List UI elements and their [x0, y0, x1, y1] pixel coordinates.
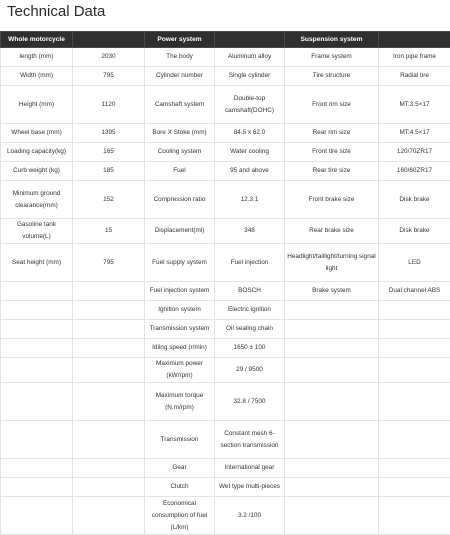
spec-label-cell: Transmission system	[145, 320, 215, 339]
spec-value-cell: 32.8 / 7500	[215, 383, 285, 421]
spec-label-cell	[1, 497, 73, 535]
spec-value-cell	[379, 497, 450, 535]
spec-label-cell	[285, 383, 379, 421]
spec-value-cell: 2030	[73, 48, 145, 67]
spec-label-cell: Headlight/taillight/turning signal light	[285, 244, 379, 282]
spec-value-cell: 120/70ZR17	[379, 143, 450, 162]
spec-label-cell: Frame system	[285, 48, 379, 67]
spec-label-cell	[1, 320, 73, 339]
spec-value-cell	[379, 320, 450, 339]
spec-label-cell	[285, 358, 379, 383]
spec-label-cell: Ignition system	[145, 301, 215, 320]
spec-value-cell: BOSCH	[215, 282, 285, 301]
spec-value-cell: Iron pipe frame	[379, 48, 450, 67]
spec-label-cell: Rear brake size	[285, 219, 379, 244]
spec-label-cell	[285, 301, 379, 320]
table-body	[1, 48, 450, 535]
table-row	[1, 181, 450, 219]
spec-label-cell: Front rim size	[285, 86, 379, 124]
spec-label-cell: Width (mm)	[1, 67, 73, 86]
spec-value-cell	[379, 459, 450, 478]
table-row	[1, 478, 450, 497]
spec-label-cell: Tire structure	[285, 67, 379, 86]
spec-value-cell	[73, 282, 145, 301]
spec-label-cell: Fuel	[145, 162, 215, 181]
spec-label-cell: Front tire size	[285, 143, 379, 162]
spec-label-cell	[285, 497, 379, 535]
spec-value-cell: Aluminum alloy	[215, 48, 285, 67]
spec-value-cell: Single cylinder	[215, 67, 285, 86]
spec-label-cell	[285, 421, 379, 459]
header-suspension-system: Suspension system	[285, 32, 379, 48]
spec-value-cell: 95 and above	[215, 162, 285, 181]
table-row	[1, 339, 450, 358]
spec-label-cell: Compression ratio	[145, 181, 215, 219]
spec-value-cell	[73, 320, 145, 339]
spec-label-cell: Idling speed (r/min)	[145, 339, 215, 358]
spec-label-cell: Curb weight (kg)	[1, 162, 73, 181]
spec-value-cell: 15	[73, 219, 145, 244]
spec-value-cell: 3.2 /100	[215, 497, 285, 535]
spec-value-cell: 1650 ± 100	[215, 339, 285, 358]
spec-value-cell: Disk brake	[379, 219, 450, 244]
spec-value-cell: MT:4.5×17	[379, 124, 450, 143]
spec-label-cell	[1, 301, 73, 320]
spec-label-cell: Cylinder number	[145, 67, 215, 86]
table-row	[1, 67, 450, 86]
spec-value-cell: 84.5 x 62.0	[215, 124, 285, 143]
table-row	[1, 244, 450, 282]
spec-value-cell	[73, 358, 145, 383]
table-row	[1, 497, 450, 535]
table-row	[1, 282, 450, 301]
spec-label-cell: Maximum torque (N.m/rpm)	[145, 383, 215, 421]
spec-value-cell: Radial tire	[379, 67, 450, 86]
spec-value-cell: 185	[73, 162, 145, 181]
spec-value-cell	[73, 383, 145, 421]
table-row	[1, 143, 450, 162]
spec-value-cell: Constant mesh 6-section transmission	[215, 421, 285, 459]
spec-label-cell: Economical consumption of fuel (L/km)	[145, 497, 215, 535]
spec-label-cell	[285, 339, 379, 358]
spec-value-cell	[379, 478, 450, 497]
spec-label-cell: Rear rim size	[285, 124, 379, 143]
spec-value-cell	[379, 358, 450, 383]
spec-label-cell: Minimum ground clearance(mm)	[1, 181, 73, 219]
spec-value-cell: 152	[73, 181, 145, 219]
spec-label-cell: Clutch	[145, 478, 215, 497]
table-row	[1, 358, 450, 383]
spec-value-cell: Oil sealing chain	[215, 320, 285, 339]
spec-value-cell: Dual channel ABS	[379, 282, 450, 301]
spec-label-cell	[285, 478, 379, 497]
spec-value-cell: 165	[73, 143, 145, 162]
spec-label-cell: Cooling system	[145, 143, 215, 162]
spec-label-cell: Wheel base (mm)	[1, 124, 73, 143]
header-whole-motorcycle: Whole motorcycle	[1, 32, 73, 48]
table-row	[1, 459, 450, 478]
spec-label-cell: The body	[145, 48, 215, 67]
spec-value-cell: LED	[379, 244, 450, 282]
table-row	[1, 162, 450, 181]
table-row	[1, 301, 450, 320]
spec-value-cell: 348	[215, 219, 285, 244]
spec-label-cell: Fuel injection system	[145, 282, 215, 301]
spec-label-cell: Gasoline tank volume(L)	[1, 219, 73, 244]
header-power-system: Power system	[145, 32, 215, 48]
table-row	[1, 421, 450, 459]
spec-value-cell	[73, 421, 145, 459]
table-row	[1, 219, 450, 244]
spec-value-cell	[379, 339, 450, 358]
spec-label-cell: length (mm)	[1, 48, 73, 67]
spec-value-cell: 795	[73, 244, 145, 282]
spec-label-cell	[285, 459, 379, 478]
spec-value-cell: MT:3.5×17	[379, 86, 450, 124]
spec-value-cell: 795	[73, 67, 145, 86]
spec-label-cell	[1, 459, 73, 478]
spec-value-cell	[73, 497, 145, 535]
header-blank	[215, 32, 285, 48]
spec-value-cell: 12.3:1	[215, 181, 285, 219]
spec-value-cell: Disk brake	[379, 181, 450, 219]
spec-label-cell: Loading capacity(kg)	[1, 143, 73, 162]
spec-label-cell: Brake system	[285, 282, 379, 301]
header-blank	[73, 32, 145, 48]
spec-value-cell: 160/60ZR17	[379, 162, 450, 181]
spec-label-cell	[285, 320, 379, 339]
table-row	[1, 383, 450, 421]
spec-value-cell: 1120	[73, 86, 145, 124]
spec-label-cell	[1, 421, 73, 459]
header-blank	[379, 32, 450, 48]
spec-label-cell: Seat height (mm)	[1, 244, 73, 282]
spec-label-cell: Displacement(ml)	[145, 219, 215, 244]
spec-label-cell	[1, 282, 73, 301]
spec-label-cell: Rear tire size	[285, 162, 379, 181]
spec-label-cell: Bore X Stoke (mm)	[145, 124, 215, 143]
table-header-row	[1, 32, 450, 48]
spec-label-cell: Gear	[145, 459, 215, 478]
spec-label-cell	[1, 339, 73, 358]
spec-label-cell	[1, 383, 73, 421]
table-row	[1, 320, 450, 339]
spec-label-cell: Front brake size	[285, 181, 379, 219]
spec-label-cell	[1, 358, 73, 383]
spec-value-cell	[73, 301, 145, 320]
table-row	[1, 86, 450, 124]
spec-value-cell	[73, 459, 145, 478]
spec-label-cell: Fuel supply system	[145, 244, 215, 282]
technical-data-table	[0, 31, 450, 535]
spec-value-cell	[379, 301, 450, 320]
spec-label-cell: Height (mm)	[1, 86, 73, 124]
spec-value-cell	[73, 339, 145, 358]
spec-value-cell	[379, 383, 450, 421]
spec-value-cell: Wet type multi-pieces	[215, 478, 285, 497]
table-row	[1, 124, 450, 143]
spec-value-cell: International gear	[215, 459, 285, 478]
spec-label-cell: Camshaft system	[145, 86, 215, 124]
spec-label-cell: Transmission	[145, 421, 215, 459]
spec-value-cell: Electric ignition	[215, 301, 285, 320]
spec-label-cell	[1, 478, 73, 497]
spec-value-cell	[379, 421, 450, 459]
spec-label-cell: Maximum power (kW/rpm)	[145, 358, 215, 383]
spec-value-cell: Double-top camshaft(DOHC)	[215, 86, 285, 124]
spec-value-cell: Fuel injection	[215, 244, 285, 282]
table-row	[1, 48, 450, 67]
spec-value-cell	[73, 478, 145, 497]
spec-value-cell: 1395	[73, 124, 145, 143]
spec-value-cell: 29 / 9500	[215, 358, 285, 383]
page-title: Technical Data	[7, 1, 105, 23]
spec-value-cell: Water cooling	[215, 143, 285, 162]
